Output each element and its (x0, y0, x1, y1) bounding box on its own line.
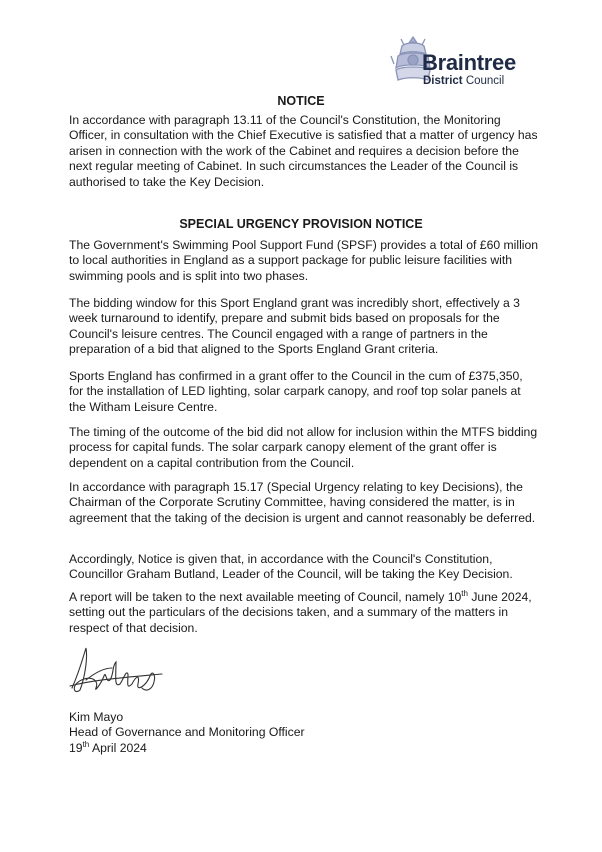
paragraph-spsf: The Government's Swimming Pool Support Fund (SPSF) provides a total of £60 million to local authorities in England as a support package for public leisure facilities with swimming pools and is split into two phases. (69, 238, 539, 283)
date-rest: April 2024 (89, 740, 147, 755)
brand-name: Braintree (422, 50, 516, 75)
report-before: A report will be taken to the next available meeting of Council, namely 10 (69, 590, 462, 604)
brand-sub-rest: Council (462, 75, 505, 87)
paragraph-grant-offer: Sports England has confirmed in a grant offer to the Council in the cum of £375,350, for the installation of LED lighting, solar carpark canopy, and roof top solar panels at the Witham Leisure Centre. (69, 369, 523, 414)
signatory-name: Kim Mayo (69, 710, 124, 724)
special-heading: SPECIAL URGENCY PROVISION NOTICE (179, 217, 423, 231)
report-after: June 2024, setting out the particulars of the decisions taken, and a summary of the matters in respect of that decision. (69, 590, 532, 635)
handwritten-signature-icon (66, 640, 166, 700)
paragraph-timing: The timing of the outcome of the bid did not allow for inclusion within the MTFS bidding process for capital funds. The solar carpark canopy element of the grant offer is dependent on a capital contribution from the Council. (69, 425, 538, 470)
date-day: 19 (69, 740, 83, 755)
signoff-block (69, 710, 305, 756)
notice-body: In accordance with paragraph 13.11 of the Council's Constitution, the Monitoring Officer, in consultation with the Chief Executive is satisfied that a matter of urgency has arisen in connection with the work of the Cabinet and requires a decision before the next regular meeting of Cabinet. In such circumstances the Leader of the Council is authorised to take the Key Decision. (69, 113, 538, 189)
report-sup: th (461, 588, 468, 598)
paragraph-scrutiny: In accordance with paragraph 15.17 (Special Urgency relating to key Decisions), the Chairman of the Corporate Scrutiny Committee, having considered the matter, is in agreement that the taking of the decision is urgent and cannot reasonably be deferred. (69, 480, 536, 525)
date-sup: th (82, 739, 90, 749)
paragraph-bidding-window: The bidding window for this Sport England grant was incredibly short, effectively a 3 week turnaround to identify, prepare and submit bids based on proposals for the Council's leisure centres. The Council engaged with a range of partners in the preparation of a bid that aligned to the Sports England Grant criteria. (69, 296, 520, 357)
notice-heading: NOTICE (277, 94, 325, 108)
paragraph-accordingly: Accordingly, Notice is given that, in accordance with the Council's Constitution, Councillor Graham Butland, Leader of the Council, will be taking the Key Decision. (69, 552, 513, 582)
paragraph-report (69, 590, 539, 636)
signatory-title: Head of Governance and Monitoring Officer (69, 725, 305, 740)
brand-sub-bold: District (423, 75, 463, 87)
council-logo (390, 34, 540, 87)
brand-subtitle (423, 75, 504, 87)
signoff-date (69, 741, 305, 756)
